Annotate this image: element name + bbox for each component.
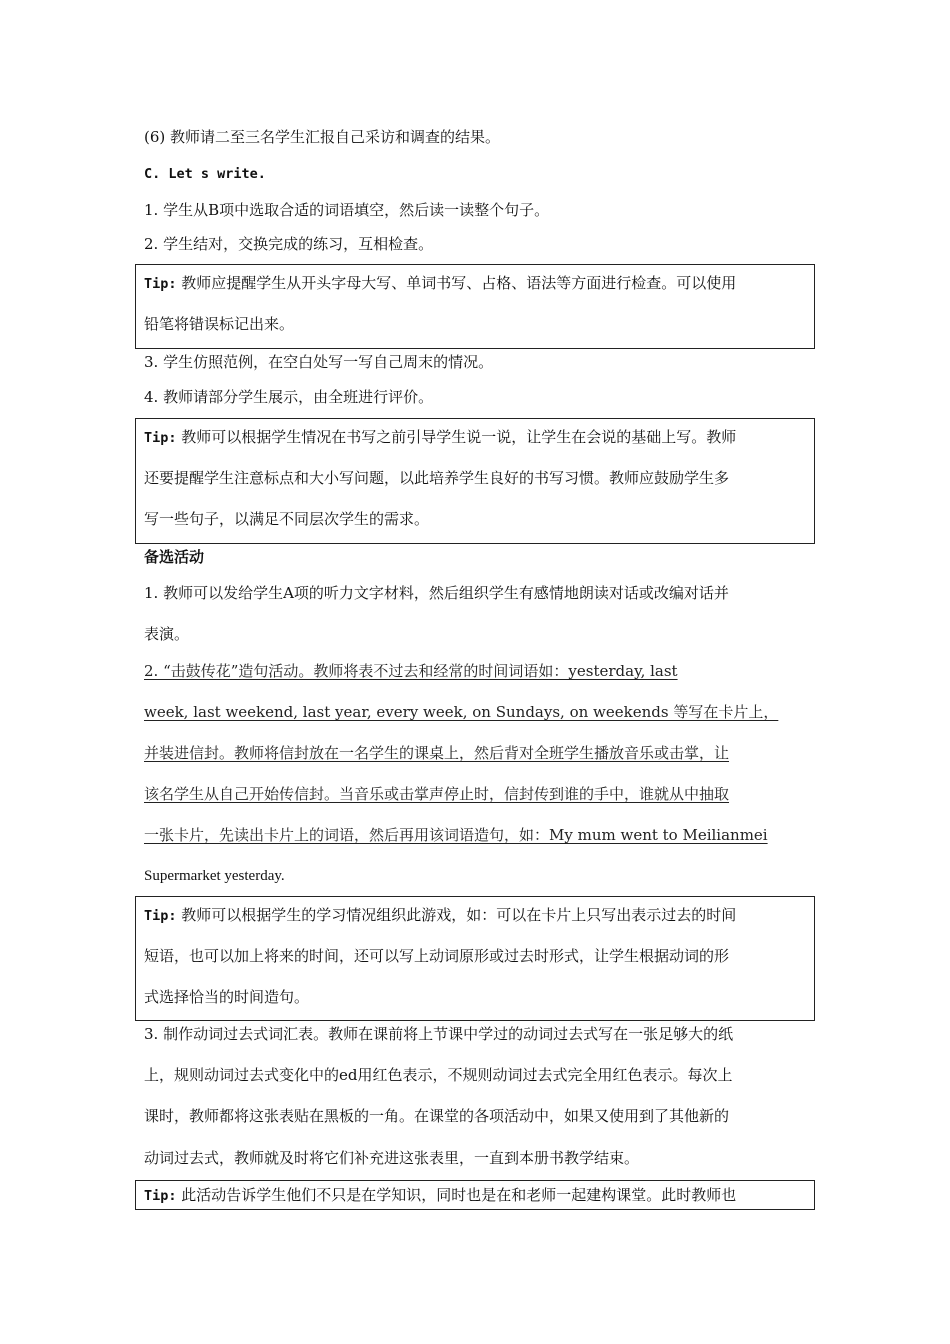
tip-label: Tip: bbox=[144, 430, 177, 446]
paragraph-optional-3: 3. 制作动词过去式词汇表。教师在课前将上节课中学过的动词过去式写在一张足够大的纸 bbox=[144, 1025, 734, 1043]
paragraph-step-6: (6) 教师请二至三名学生汇报自己采访和调查的结果。 bbox=[144, 128, 501, 146]
paragraph-optional-2: 一张卡片，先读出卡片上的词语，然后再用该词语造句，如：My mum went to Meilianmei bbox=[144, 826, 768, 844]
tip-box-4 bbox=[135, 1180, 815, 1210]
tip-text: 铅笔将错误标记出来。 bbox=[144, 315, 295, 333]
tip-box-2 bbox=[135, 418, 815, 544]
paragraph-optional-3: 课时，教师都将这张表贴在黑板的一角。在课堂的各项活动中，如果又使用到了其他新的 bbox=[144, 1107, 730, 1125]
tip-text: 此活动告诉学生他们不只是在学知识，同时也是在和老师一起建构课堂。此时教师也 bbox=[181, 1186, 737, 1204]
tip-label: Tip: bbox=[144, 1188, 177, 1204]
paragraph-optional-3: 动词过去式，教师就及时将它们补充进这张表里，一直到本册书教学结束。 bbox=[144, 1149, 640, 1167]
tip-text: 教师可以根据学生情况在书写之前引导学生说一说，让学生在会说的基础上写。教师 bbox=[181, 428, 737, 446]
tip-label: Tip: bbox=[144, 276, 177, 292]
tip-box-1 bbox=[135, 264, 815, 349]
paragraph-optional-2: Supermarket yesterday. bbox=[144, 868, 285, 884]
tip-text: 还要提醒学生注意标点和大小写问题，以此培养学生良好的书写习惯。教师应鼓励学生多 bbox=[144, 469, 730, 487]
paragraph-c-2: 2. 学生结对，交换完成的练习，互相检查。 bbox=[144, 235, 434, 253]
tip-text: 短语，也可以加上将来的时间，还可以写上动词原形或过去时形式，让学生根据动词的形 bbox=[144, 947, 730, 965]
tip-text: 写一些句子，以满足不同层次学生的需求。 bbox=[144, 510, 430, 528]
paragraph-optional-2: 2. “击鼓传花”造句活动。教师将表不过去和经常的时间词语如：yesterday, last bbox=[144, 662, 678, 680]
section-c-heading: C. Let s write. bbox=[144, 166, 266, 182]
paragraph-optional-1: 1. 教师可以发给学生A项的听力文字材料，然后组织学生有感情地朗读对话或改编对话并 bbox=[144, 584, 729, 602]
tip-text: 式选择恰当的时间造句。 bbox=[144, 988, 310, 1006]
paragraph-c-1: 1. 学生从B项中选取合适的词语填空，然后读一读整个句子。 bbox=[144, 201, 550, 219]
paragraph-optional-1: 表演。 bbox=[144, 625, 190, 643]
paragraph-optional-3: 上，规则动词过去式变化中的ed用红色表示，不规则动词过去式完全用红色表示。每次上 bbox=[144, 1066, 733, 1084]
paragraph-optional-2: week, last weekend, last year, every week, on Sundays, on weekends 等写在卡片上， bbox=[144, 703, 779, 721]
tip-text: 教师应提醒学生从开头字母大写、单词书写、占格、语法等方面进行检查。可以使用 bbox=[181, 274, 737, 292]
paragraph-c-3: 3. 学生仿照范例，在空白处写一写自己周末的情况。 bbox=[144, 353, 494, 371]
tip-text: 教师可以根据学生的学习情况组织此游戏，如：可以在卡片上只写出表示过去的时间 bbox=[181, 906, 737, 924]
tip-box-3 bbox=[135, 896, 815, 1021]
paragraph-optional-2: 并装进信封。教师将信封放在一名学生的课桌上，然后背对全班学生播放音乐或击掌，让 bbox=[144, 744, 730, 762]
paragraph-c-4: 4. 教师请部分学生展示，由全班进行评价。 bbox=[144, 388, 434, 406]
paragraph-optional-2: 该名学生从自己开始传信封。当音乐或击掌声停止时，信封传到谁的手中，谁就从中抽取 bbox=[144, 785, 730, 803]
tip-label: Tip: bbox=[144, 908, 177, 924]
optional-activities-heading: 备选活动 bbox=[144, 548, 205, 566]
